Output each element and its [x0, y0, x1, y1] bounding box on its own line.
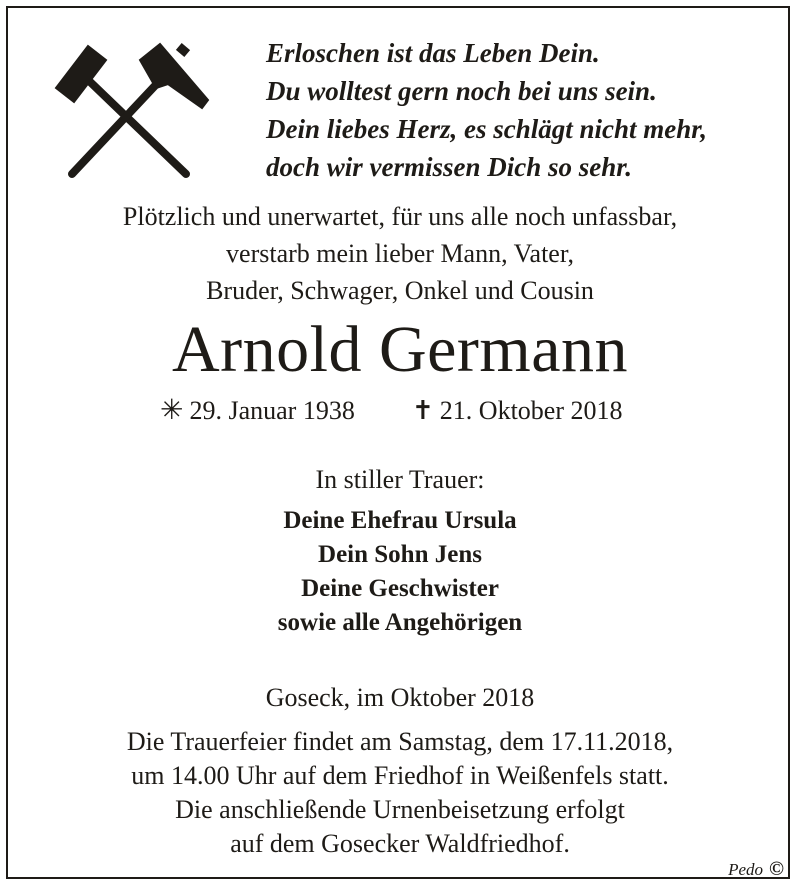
family-member: Dein Sohn Jens [318, 541, 482, 568]
crossed-hammers-icon [48, 36, 216, 186]
family-member: Deine Ehefrau Ursula [283, 507, 517, 534]
birth-date: 29. Januar 1938 [189, 396, 355, 425]
intro-line: verstarb mein lieber Mann, Vater, [226, 239, 574, 268]
intro-text [0, 198, 800, 309]
family-member: Deine Geschwister [301, 575, 499, 602]
family-member: sowie alle Angehörigen [277, 609, 523, 636]
intro-line: Bruder, Schwager, Onkel und Cousin [206, 276, 594, 305]
poem-line: Erloschen ist das Leben Dein. [266, 38, 600, 68]
death-date-group [412, 393, 623, 429]
funeral-line: Die anschließende Urnenbeisetzung erfolgt [175, 795, 625, 824]
poem [266, 34, 786, 186]
death-cross-icon: ✝ [412, 396, 434, 425]
family-list [0, 504, 800, 640]
poem-line: doch wir vermissen Dich so sehr. [266, 152, 633, 182]
funeral-line: Die Trauerfeier findet am Samstag, dem 17.11.2018, [126, 727, 674, 756]
signature [728, 858, 784, 881]
intro-line: Plötzlich und unerwartet, für uns alle noch unfassbar, [122, 202, 678, 231]
life-dates [0, 393, 800, 429]
poem-line: Du wolltest gern noch bei uns sein. [266, 76, 657, 106]
funeral-line: auf dem Gosecker Waldfriedhof. [230, 829, 570, 858]
funeral-info [0, 725, 800, 861]
mourning-label: In stiller Trauer: [315, 465, 485, 494]
signature-name: Pedo [728, 860, 764, 879]
birth-date-group [160, 393, 355, 429]
poem-line: Dein liebes Herz, es schlägt nicht mehr, [266, 114, 708, 144]
death-date: 21. Oktober 2018 [439, 396, 623, 425]
deceased-name: Arnold Germann [171, 313, 629, 386]
copyright-icon: © [769, 858, 784, 880]
birth-star-icon: ✳ [160, 395, 184, 426]
place-date: Goseck, im Oktober 2018 [265, 683, 535, 712]
funeral-line: um 14.00 Uhr auf dem Friedhof in Weißenfels statt. [131, 761, 669, 790]
